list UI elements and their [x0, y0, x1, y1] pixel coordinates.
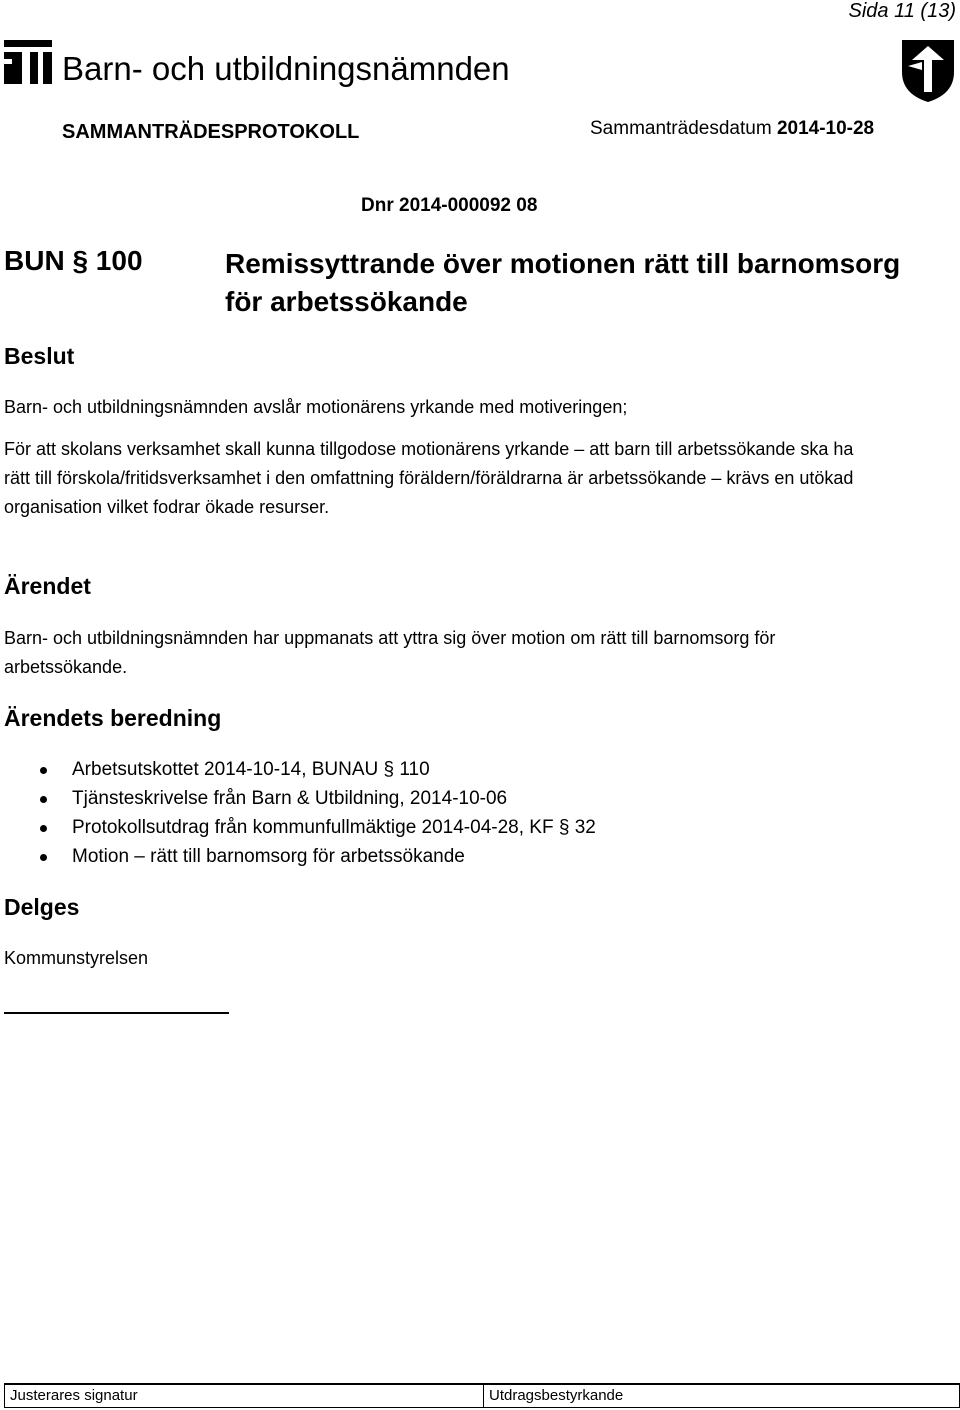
delges-recipient: Kommunstyrelsen: [4, 948, 149, 968]
protocol-title: SAMMANTRÄDESPROTOKOLL: [62, 121, 360, 143]
meeting-date-value: 2014-10-28: [776, 118, 875, 139]
divider-line: [4, 1012, 229, 1014]
beslut-paragraph-1: Barn- och utbildningsnämnden avslår motionärens yrkande med motiveringen;: [4, 397, 628, 417]
beredning-list: [40, 755, 596, 871]
paragraph-number: BUN § 100: [4, 245, 143, 276]
list-item: Arbetsutskottet 2014-10-14, BUNAU § 110: [40, 755, 596, 784]
footer-utdrag-label: Utdragsbestyrkande: [489, 1387, 624, 1404]
list-item: Protokollsutdrag från kommunfullmäktige 2014-04-28, KF § 32: [40, 813, 596, 842]
meeting-date-label: Sammanträdesdatum: [590, 118, 772, 139]
beredning-heading: Ärendets beredning: [4, 705, 222, 731]
footer-signature-box: [4, 1383, 960, 1408]
meeting-date: [590, 118, 874, 140]
municipality-crest-icon: [898, 36, 958, 109]
arendet-heading: Ärendet: [4, 573, 91, 599]
beslut-paragraph-2: För att skolans verksamhet skall kunna tillgodose motionärens yrkande – att barn till arbetssökande ska ha rätt till förskola/fritidsverksamhet i den omfattning föräldern/föräldrarna är arbetssökande – krävs en utökad organisation vilket fodrar ökade resurser.: [4, 439, 854, 517]
footer-divider: [483, 1385, 484, 1407]
page-number: Sida 11 (13): [848, 0, 956, 22]
list-item: Tjänsteskrivelse från Barn & Utbildning, 2014-10-06: [40, 784, 596, 813]
footer-justerare-label: Justerares signatur: [10, 1387, 138, 1404]
delges-heading: Delges: [4, 894, 80, 920]
arendet-paragraph: Barn- och utbildningsnämnden har uppmanats att yttra sig över motion om rätt till barnomsorg för arbetssökande.: [4, 628, 776, 677]
beslut-heading: Beslut: [4, 343, 75, 369]
list-item: Motion – rätt till barnomsorg för arbetssökande: [40, 842, 596, 871]
item-title: Remissyttrande över motionen rätt till barnomsorg för arbetssökande: [225, 248, 901, 317]
case-number: Dnr 2014-000092 08: [361, 195, 538, 216]
org-title: Barn- och utbildningsnämnden: [62, 50, 510, 87]
municipality-wordmark-icon: [4, 40, 52, 89]
